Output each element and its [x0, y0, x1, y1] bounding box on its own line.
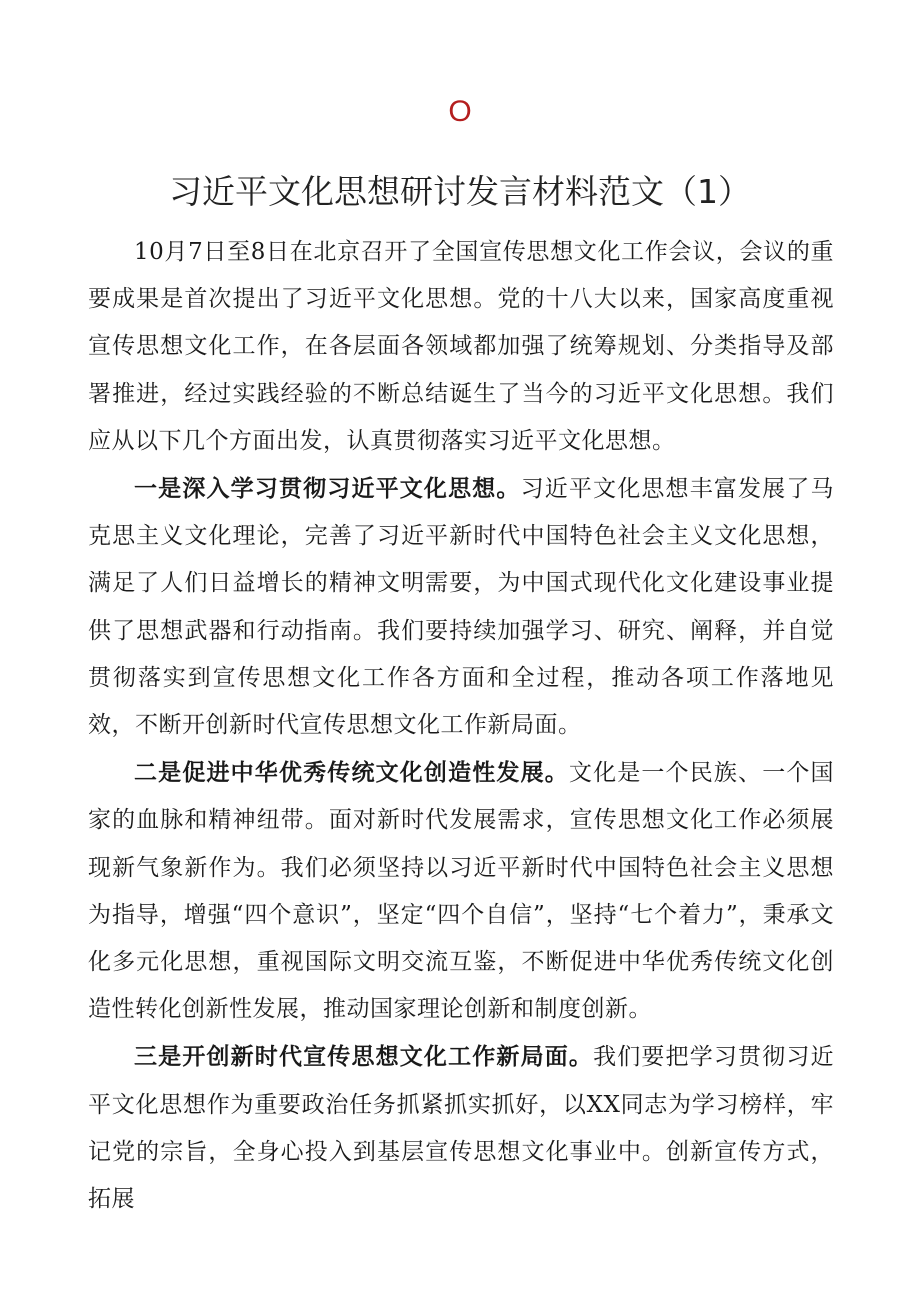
paragraph-lead: 三是开创新时代宣传思想文化工作新局面。 — [134, 1043, 594, 1071]
paragraph-point-2 — [88, 749, 834, 1033]
paragraph-lead: 二是促进中华优秀传统文化创造性发展。 — [134, 759, 569, 787]
paragraph-intro — [88, 228, 834, 465]
document-body — [88, 228, 834, 1223]
paragraph-lead: 一是深入学习贯彻习近平文化思想。 — [134, 475, 521, 503]
document-title: 习近平文化思想研讨发言材料范文（1） — [169, 172, 751, 211]
paragraph-text: 文化是一个民族、一个国家的血脉和精神纽带。面对新时代发展需求，宣传思想文化工作必须展现新气象新作为。我们必须坚持以习近平新时代中国特色社会主义思想为指导，增强“四个意识”，坚定“四个自信”，坚持“七个着力”，秉承文化多元化思想，重视国际文明交流互鉴，不断促进中华优秀传统文化创造性转化创新性发展，推动国家理论创新和制度创新。 — [88, 760, 835, 1023]
paragraph-text: 习近平文化思想丰富发展了马克思主义文化理论，完善了习近平新时代中国特色社会主义文化思想，满足了人们日益增长的精神文明需要，为中国式现代化文化建设事业提供了思想武器和行动指南。我们要持续加强学习、研究、阐释，并自觉贯彻落实到宣传思想文化工作各方面和全过程，推动各项工作落地见效，不断开创新时代宣传思想文化工作新局面。 — [88, 476, 835, 739]
header-mark: O — [448, 95, 472, 128]
paragraph-text: 我们要把学习贯彻习近平文化思想作为重要政治任务抓紧抓实抓好，以XX同志为学习榜样，牢记党的宗旨，全身心投入到基层宣传思想文化事业中。创新宣传方式，拓展 — [88, 1044, 835, 1213]
paragraph-point-3 — [88, 1033, 834, 1223]
paragraph-text: 10月7日至8日在北京召开了全国宣传思想文化工作会议，会议的重要成果是首次提出了习近平文化思想。党的十八大以来，国家高度重视宣传思想文化工作，在各层面各领域都加强了统筹规划、分类指导及部署推进，经过实践经验的不断总结诞生了当今的习近平文化思想。我们应从以下几个方面出发，认真贯彻落实习近平文化思想。 — [88, 239, 834, 454]
paragraph-point-1 — [88, 465, 834, 749]
